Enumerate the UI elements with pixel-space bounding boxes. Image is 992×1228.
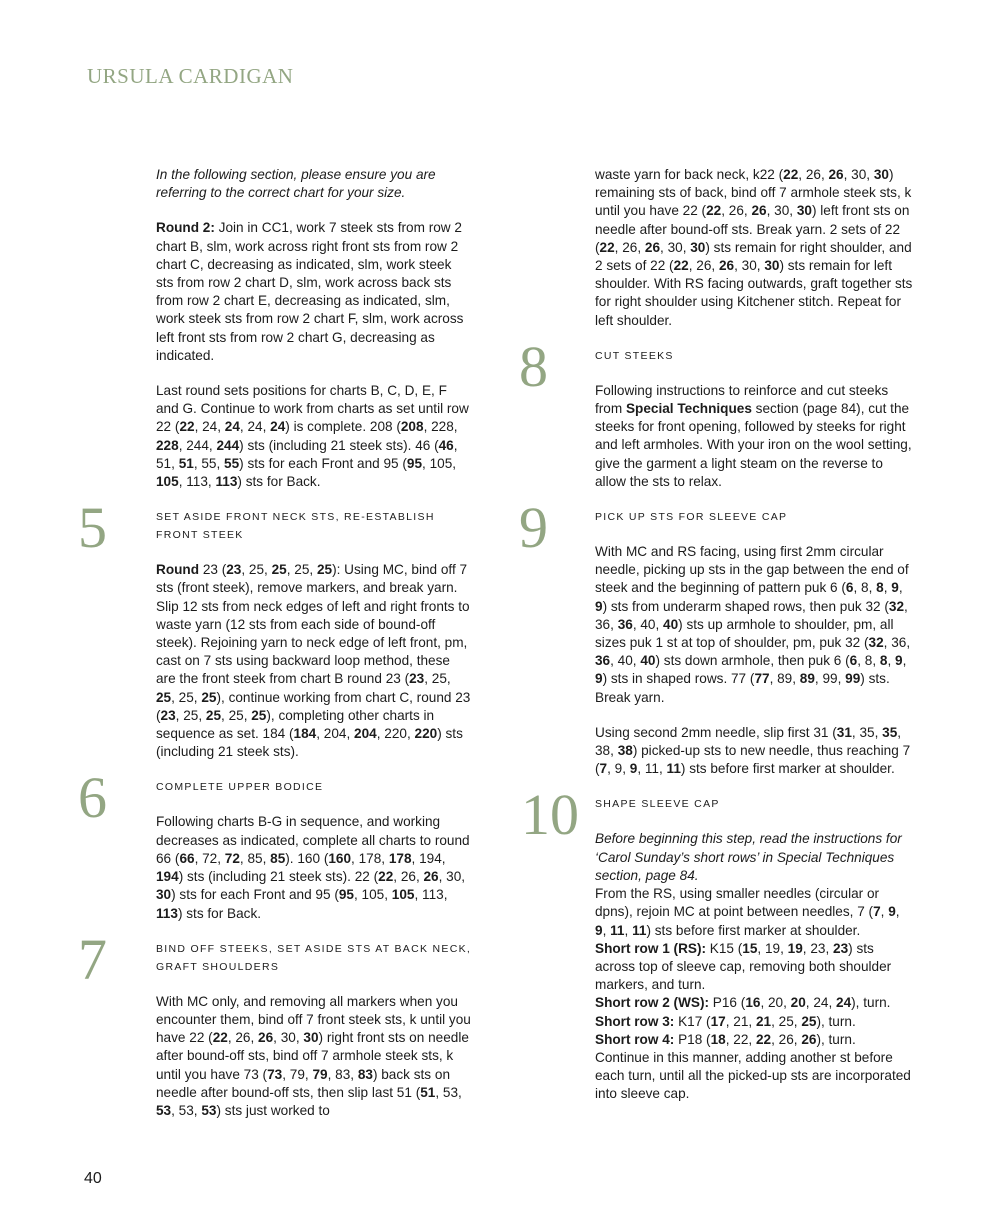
step-6-number: 6 xyxy=(78,765,107,831)
bold-number: 7 xyxy=(599,761,608,777)
text-run: K17 ( xyxy=(674,1013,711,1029)
text-run: , 30, xyxy=(843,167,874,182)
text-run: , 25, xyxy=(424,671,451,687)
text-run: , 113, xyxy=(178,474,216,490)
bold-number: 23 xyxy=(833,940,849,956)
text-run: , 26, xyxy=(614,239,645,255)
bold-number: 21 xyxy=(755,1013,772,1029)
bold-number: 40 xyxy=(640,653,656,669)
text-run: With MC only, and removing all markers when you encounter them, bind off 7 front steek sts, k until you have 22 ( xyxy=(156,993,471,1046)
short-row-3 xyxy=(595,1013,913,1031)
bold-number: 26 xyxy=(718,258,735,274)
text-run: , 30, xyxy=(438,869,466,885)
text-run: ) sts for each Front and 95 ( xyxy=(171,887,339,903)
text-run: , xyxy=(898,580,903,596)
text-run: , xyxy=(895,904,900,920)
text-run: ) sts across top of sleeve cap, removing both shoulder markers, and turn. xyxy=(595,940,892,993)
text-run: P16 ( xyxy=(709,995,746,1011)
text-run: ) sts (including 21 steek sts). 22 ( xyxy=(178,869,379,885)
text-run: ) sts from underarm shaped rows, then puk 32 ( xyxy=(602,598,889,614)
text-run: , 24, xyxy=(805,995,837,1011)
bold-number: 11 xyxy=(632,922,647,938)
step-8-number: 8 xyxy=(519,333,548,399)
text-run: ), turn. xyxy=(816,1031,856,1047)
bold-number: 194 xyxy=(156,869,179,885)
bold-number: 25 xyxy=(156,689,172,705)
text-run: , 38, xyxy=(595,724,902,759)
text-run: ), continue working from chart C, round 23 ( xyxy=(156,689,471,723)
bold-number: 25 xyxy=(201,689,217,705)
short-row-label: Short row 1 (RS): xyxy=(595,940,707,956)
text-run: , 105, xyxy=(353,887,392,903)
step-7-body xyxy=(156,993,472,1120)
text-run: , 35, xyxy=(851,724,883,740)
step-7-continued xyxy=(595,166,913,330)
bold-number: 51 xyxy=(178,455,194,471)
bold-number: 25 xyxy=(251,707,267,723)
text-run: , 25, xyxy=(286,562,317,578)
round-2-label: Round 2: xyxy=(156,220,215,236)
text-run: ) sts for Back. xyxy=(237,474,321,490)
bold-number: 72 xyxy=(224,850,240,866)
bold-number: 23 xyxy=(409,671,425,687)
bold-number: 24 xyxy=(270,419,286,435)
bold-number: 22 xyxy=(755,1031,772,1047)
text-run: ) sts down armhole, then puk 6 ( xyxy=(655,653,850,669)
bold-number: 113 xyxy=(156,905,178,921)
short-row-label: Short row 3: xyxy=(595,1013,675,1029)
bold-number: 22 xyxy=(179,419,195,435)
bold-number: 9 xyxy=(891,580,899,596)
bold-number: 26 xyxy=(423,869,439,885)
bold-number: 22 xyxy=(673,258,689,274)
bold-number: 66 xyxy=(179,850,195,866)
short-row-label: Short row 2 (WS): xyxy=(595,995,710,1011)
text-run: ) picked-up sts to new needle, thus reaching 7 ( xyxy=(595,743,911,777)
round-2-text: Join in CC1, work 7 steek sts from row 2 chart B, slm, work across right front sts from row 2 chart C, decreasing as indicated, slm, work steek sts from row 2 chart D, slm, work across back sts from row 2 chart E, decreasing as indicated, slm, work steek sts from row 2 chart F, slm, work across left front sts from row 2 chart G, decreasing as indicated. xyxy=(156,220,464,363)
bold-number: 46 xyxy=(438,437,454,453)
text-run: , 22, xyxy=(725,1031,756,1047)
step-10-number: 10 xyxy=(521,782,579,848)
bold-number: 30 xyxy=(303,1030,319,1046)
bold-number: 105 xyxy=(156,474,179,490)
text-run: 23 ( xyxy=(199,562,227,578)
bold-number: 77 xyxy=(754,671,770,687)
bold-number: 30 xyxy=(873,167,889,182)
text-run: Last round sets positions for charts B, C, D, E, F and G. Continue to work from charts as set until row 22 ( xyxy=(156,383,469,435)
bold-number: 95 xyxy=(338,887,354,903)
text-run: , 25, xyxy=(175,707,206,723)
bold-number: 38 xyxy=(617,743,633,759)
bold-number: 89 xyxy=(799,671,815,687)
bold-number: 9 xyxy=(888,904,896,920)
text-run: , 99, xyxy=(814,671,846,687)
text-run: , 83, xyxy=(327,1066,358,1082)
step-6-section xyxy=(78,765,472,922)
text-run: ) sts. Break yarn. xyxy=(595,671,890,705)
text-run: ), turn. xyxy=(851,995,891,1011)
text-run: , 30, xyxy=(766,203,797,219)
text-run: With MC and RS facing, using first 2mm circular needle, picking up sts in the gap between the end of steek and the beginning of pattern puk 6 ( xyxy=(595,544,909,596)
text-run: ) sts for each Front and 95 ( xyxy=(239,455,407,471)
text-run: , 72, xyxy=(194,850,225,866)
bold-number: 184 xyxy=(293,726,317,742)
text-run: , 26, xyxy=(227,1030,259,1046)
text-run: ). 160 ( xyxy=(285,850,329,866)
step-9-second-needle xyxy=(595,724,913,779)
text-run: , 40, xyxy=(610,653,641,669)
bold-number: 113 xyxy=(215,474,238,490)
bold-number: 22 xyxy=(599,239,615,255)
bold-number: 7 xyxy=(873,904,881,920)
short-row-4 xyxy=(595,1031,913,1049)
bold-number: 22 xyxy=(212,1030,228,1046)
step-5-heading: SET ASIDE FRONT NECK STS, RE-ESTABLISH FRONT STEEK xyxy=(156,511,435,542)
bold-number: 30 xyxy=(796,203,812,219)
text-run: Following charts B-G in sequence, and working decreases as indicated, complete all charts to round 66 ( xyxy=(156,814,470,866)
text-run: , 178, xyxy=(351,850,389,866)
text-run: , 55, xyxy=(193,455,225,471)
step-10-body xyxy=(595,885,913,940)
bold-number: 9 xyxy=(895,653,903,669)
text-run: , 25, xyxy=(171,689,202,705)
bold-number: 53 xyxy=(201,1102,217,1118)
text-run: Following instructions to reinforce and cut steeks from xyxy=(595,382,889,417)
bold-number: 85 xyxy=(270,850,286,866)
step-10-ending: Continue in this manner, adding another st before each turn, until all the picked-up sts are incorporated into sleeve cap. xyxy=(595,1049,911,1102)
bold-number: 36 xyxy=(595,653,611,669)
bold-number: 11 xyxy=(666,761,681,777)
text-run: section (page 84), cut the steeks for front opening, followed by steeks for right and left armholes. With your iron on the wool setting, give the garment a light steam on the reverse to allow the sts to relax. xyxy=(595,401,912,489)
text-run: , 51, xyxy=(156,437,458,471)
step-6-body xyxy=(156,813,472,922)
step-7-number: 7 xyxy=(78,926,107,992)
step-9-body xyxy=(595,543,913,707)
text-run: ) sts for Back. xyxy=(177,905,262,921)
text-run: , 26, xyxy=(771,1031,802,1047)
page-header-title: URSULA CARDIGAN xyxy=(87,64,294,88)
text-run: , 36, xyxy=(595,598,908,632)
bold-number: 15 xyxy=(742,940,758,956)
text-run: , xyxy=(602,922,611,938)
step-8-section xyxy=(519,333,913,491)
bold-number: 228 xyxy=(156,437,179,453)
bold-number: 26 xyxy=(258,1030,274,1046)
text-run: , 228, xyxy=(423,419,458,435)
bold-number: 25 xyxy=(271,562,287,578)
bold-number: 19 xyxy=(787,940,803,956)
bold-number: 31 xyxy=(836,724,852,740)
text-run: , xyxy=(883,580,892,596)
text-run: K15 ( xyxy=(706,940,743,956)
text-run: , 105, xyxy=(422,455,457,471)
text-run: ) sts in shaped rows. 77 ( xyxy=(602,671,755,687)
bold-number: 51 xyxy=(420,1084,436,1100)
bold-number: 35 xyxy=(882,724,898,740)
text-run: , 25, xyxy=(221,707,252,723)
text-run: ) right front sts on needle after bound-off sts, bind off 7 armhole steek sts, k until you have 73 ( xyxy=(156,1030,469,1082)
step-8-body xyxy=(595,382,913,491)
text-run: , 26, xyxy=(688,258,719,274)
bold-number: 26 xyxy=(644,239,661,255)
text-run: , 9, xyxy=(607,761,630,777)
step-9-section xyxy=(519,495,913,778)
bold-number: 16 xyxy=(745,995,761,1011)
bold-number: 8 xyxy=(879,653,888,669)
bold-number: 220 xyxy=(414,726,438,742)
bold-number: 36 xyxy=(617,616,633,632)
bold-number: 18 xyxy=(710,1031,726,1047)
text-run: , xyxy=(887,653,896,669)
text-run: , 220, xyxy=(376,726,415,742)
text-run: , 8, xyxy=(857,653,880,669)
bold-number: 23 xyxy=(226,562,242,578)
bold-number: 8 xyxy=(876,580,884,596)
right-column xyxy=(519,166,913,1104)
bold-number: 55 xyxy=(224,455,240,471)
bold-number: 9 xyxy=(629,761,638,777)
step-10-section xyxy=(521,782,913,1103)
bold-number: 23 xyxy=(160,707,176,723)
text-run: , 113, xyxy=(414,887,448,903)
text-run: , 204, xyxy=(316,726,355,742)
text-run: , 53, xyxy=(435,1084,462,1100)
bold-number: 20 xyxy=(790,995,806,1011)
step-8-heading: CUT STEEKS xyxy=(595,349,674,362)
text-run: , 26, xyxy=(393,869,424,885)
bold-number: 160 xyxy=(328,850,352,866)
text-run: , 89, xyxy=(769,671,800,687)
last-round-paragraph xyxy=(156,382,472,491)
text-run: , 30, xyxy=(273,1030,304,1046)
step-6-heading: COMPLETE UPPER BODICE xyxy=(156,781,324,794)
text-run: , xyxy=(624,922,633,938)
text-run: , 23, xyxy=(802,940,834,956)
text-run: , 85, xyxy=(239,850,271,866)
text-run: ) left front sts on needle after bound-off sts. Break yarn. 2 sets of 22 ( xyxy=(595,203,910,255)
text-run: ) is complete. 208 ( xyxy=(285,419,401,435)
text-run: , 26, xyxy=(721,203,752,219)
step-5-body xyxy=(156,561,472,761)
short-row-label: Short row 4: xyxy=(595,1031,675,1047)
text-run: , 25, xyxy=(241,562,272,578)
bold-number: 83 xyxy=(357,1066,373,1082)
text-run: , 30, xyxy=(660,239,691,255)
text-run: ) sts (including 21 steek sts). 46 ( xyxy=(239,437,439,453)
bold-number: 99 xyxy=(845,671,861,687)
bold-number: 26 xyxy=(751,203,767,219)
text-run: P18 ( xyxy=(674,1031,711,1047)
text-run: ) sts up armhole to shoulder, pm, all sizes puk 1 st at top of shoulder, pm, puk 32 ( xyxy=(595,616,894,651)
bold-number: 25 xyxy=(205,707,222,723)
bold-number: 204 xyxy=(354,726,377,742)
bold-number: 244 xyxy=(216,437,240,453)
text-run: Using second 2mm needle, slip first 31 ( xyxy=(595,724,837,740)
bold-number: 208 xyxy=(400,419,424,435)
text-run: , 26, xyxy=(798,167,829,182)
bold-label: Round xyxy=(156,562,200,578)
bold-number: 32 xyxy=(868,635,884,651)
text-run: , 194, xyxy=(411,850,446,866)
bold-number: 32 xyxy=(888,598,905,614)
bold-number: 30 xyxy=(764,258,780,274)
bold-number: 26 xyxy=(801,1031,817,1047)
text-run: ) sts before first marker at shoulder. xyxy=(646,922,861,938)
round-2-paragraph xyxy=(156,219,472,365)
bold-number: 53 xyxy=(156,1102,172,1118)
page-number: 40 xyxy=(84,1170,102,1187)
bold-number: 30 xyxy=(156,887,172,903)
text-run: ) sts just worked to xyxy=(216,1102,330,1118)
bold-number: 24 xyxy=(836,995,852,1011)
text-run: ) back sts on needle after bound-off sts, then slip last 51 ( xyxy=(156,1066,450,1100)
step-7-heading: BIND OFF STEEKS, SET ASIDE STS AT BACK NECK, GRAFT SHOULDERS xyxy=(156,942,472,973)
bold-number: 11 xyxy=(610,922,625,938)
bold-number: 26 xyxy=(828,167,844,182)
text-run: , 30, xyxy=(734,258,765,274)
bold-number: 95 xyxy=(406,455,423,471)
text-run: , 8, xyxy=(853,580,877,596)
bold-number: 9 xyxy=(595,671,603,687)
text-run: ), turn. xyxy=(816,1013,856,1029)
bold-number: 22 xyxy=(378,869,394,885)
step-5-number: 5 xyxy=(78,495,107,561)
bold-number: 6 xyxy=(849,653,858,669)
step-10-note: Before beginning this step, read the instructions for ‘Carol Sunday’s short rows’ in Special Techniques section, page 84. xyxy=(595,831,902,883)
bold-number: 24 xyxy=(224,419,240,435)
left-column xyxy=(78,166,472,1120)
text-run: , 19, xyxy=(757,940,788,956)
bold-number: 30 xyxy=(690,239,706,255)
short-row-2 xyxy=(595,994,913,1012)
step-7-section xyxy=(78,926,472,1120)
text-run: ) sts (including 21 steek sts). xyxy=(156,726,463,760)
text-run: , 21, xyxy=(725,1013,756,1029)
bold-number: 73 xyxy=(267,1066,283,1082)
special-techniques-reference: Special Techniques xyxy=(625,401,752,417)
text-run: , xyxy=(902,653,907,669)
bold-number: 40 xyxy=(663,616,679,632)
text-run: , 244, xyxy=(178,437,217,453)
text-run: ) sts remain for right shoulder, and 2 sets of 22 ( xyxy=(595,239,912,274)
bold-number: 178 xyxy=(388,850,412,866)
text-run: , 24, xyxy=(194,419,225,435)
intro-note: In the following section, please ensure you are referring to the correct chart for your size. xyxy=(156,167,436,201)
text-run: ) remaining sts of back, bind off 7 armhole steek sts, k until you have 22 ( xyxy=(595,167,912,219)
short-row-1 xyxy=(595,940,913,995)
text-run: , 53, xyxy=(171,1102,202,1118)
text-run: , xyxy=(880,904,889,920)
bold-number: 25 xyxy=(316,562,333,578)
text-run: , 20, xyxy=(760,995,791,1011)
text-run: , 36, xyxy=(883,635,911,651)
text-run: From the RS, using smaller needles (circular or dpns), rejoin MC at point between needles, 7 ( xyxy=(595,886,880,920)
bold-number: 17 xyxy=(710,1013,726,1029)
text-run: ) sts remain for left shoulder. With RS facing outwards, graft together sts for right shoulder using Kitchener stitch. Repeat for left shoulder. xyxy=(595,258,913,328)
text-run: waste yarn for back neck, k22 ( xyxy=(595,167,784,182)
text-run: , 40, xyxy=(632,616,664,632)
bold-number: 105 xyxy=(391,887,415,903)
text-run: , 79, xyxy=(282,1066,313,1082)
text-run: ) sts before first marker at shoulder. xyxy=(680,761,895,777)
text-run: , 11, xyxy=(637,761,667,777)
bold-number: 25 xyxy=(801,1013,817,1029)
step-9-number: 9 xyxy=(519,495,548,561)
bold-number: 6 xyxy=(845,580,854,596)
step-10-heading: SHAPE SLEEVE CAP xyxy=(595,798,720,811)
text-run: ), completing other charts in sequence as set. 184 ( xyxy=(156,707,435,742)
bold-number: 9 xyxy=(595,922,603,938)
bold-number: 22 xyxy=(706,203,722,219)
text-run: ): Using MC, bind off 7 sts (front steek), remove markers, and break yarn. Slip 12 sts from neck edges of left and right fronts to waste yarn (12 sts from each side of bound-off steek). Rejoining yarn to neck edge of left front, pm, cast on 7 sts using backward loop method, these are the front steek from chart B round 23 ( xyxy=(156,562,470,687)
bold-number: 9 xyxy=(595,598,603,614)
text-run: , 24, xyxy=(239,419,271,435)
step-9-heading: PICK UP STS FOR SLEEVE CAP xyxy=(595,511,788,524)
step-5-section xyxy=(78,495,472,761)
bold-number: 22 xyxy=(783,167,799,182)
bold-number: 79 xyxy=(312,1066,328,1082)
text-run: , 25, xyxy=(771,1013,802,1029)
